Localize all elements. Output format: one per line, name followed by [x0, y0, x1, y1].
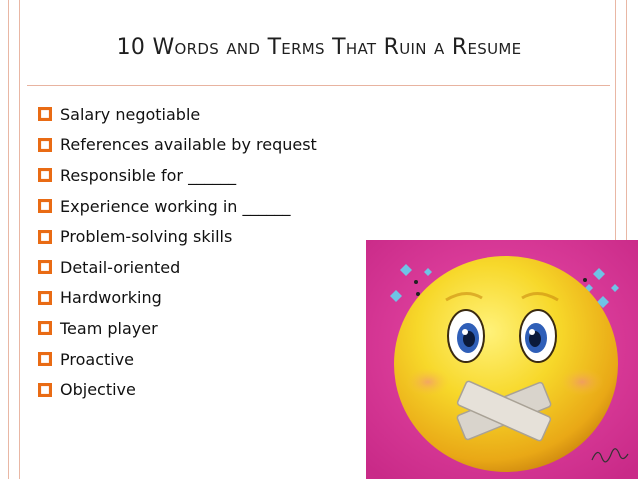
bullet-icon [38, 383, 52, 397]
list-item-text: Experience working in ______ [60, 196, 291, 216]
title-divider [27, 85, 610, 86]
slide-border-left [8, 0, 20, 479]
list-item-text: Objective [60, 380, 136, 400]
bullet-icon [38, 352, 52, 366]
taped-mouth-emoji-image [366, 240, 638, 479]
bullet-icon [38, 168, 52, 182]
emoji-face [394, 256, 618, 472]
taped-mouth-emoji-icon [366, 240, 638, 479]
bullet-icon [38, 107, 52, 121]
list-item-text: References available by request [60, 135, 317, 155]
list-item [38, 374, 317, 405]
list-item-text: Detail-oriented [60, 257, 181, 277]
list-item [38, 99, 317, 130]
list-item [38, 313, 317, 344]
bullet-list [38, 99, 317, 405]
bullet-icon [38, 291, 52, 305]
list-item-text: Team player [60, 318, 158, 338]
list-item [38, 344, 317, 375]
list-item [38, 130, 317, 161]
list-item [38, 160, 317, 191]
list-item-text: Problem-solving skills [60, 227, 233, 247]
list-item-text: Salary negotiable [60, 104, 201, 124]
bullet-icon [38, 138, 52, 152]
list-item [38, 191, 317, 222]
list-item [38, 283, 317, 314]
bullet-icon [38, 321, 52, 335]
list-item [38, 252, 317, 283]
slide-title: 10 Words and Terms That Ruin a Resume [116, 35, 522, 60]
bullet-icon [38, 260, 52, 274]
list-item-text: Proactive [60, 349, 135, 369]
bullet-icon [38, 199, 52, 213]
list-item [38, 221, 317, 252]
list-item-text: Hardworking [60, 288, 162, 308]
list-item-text: Responsible for ______ [60, 165, 237, 185]
bullet-icon [38, 230, 52, 244]
